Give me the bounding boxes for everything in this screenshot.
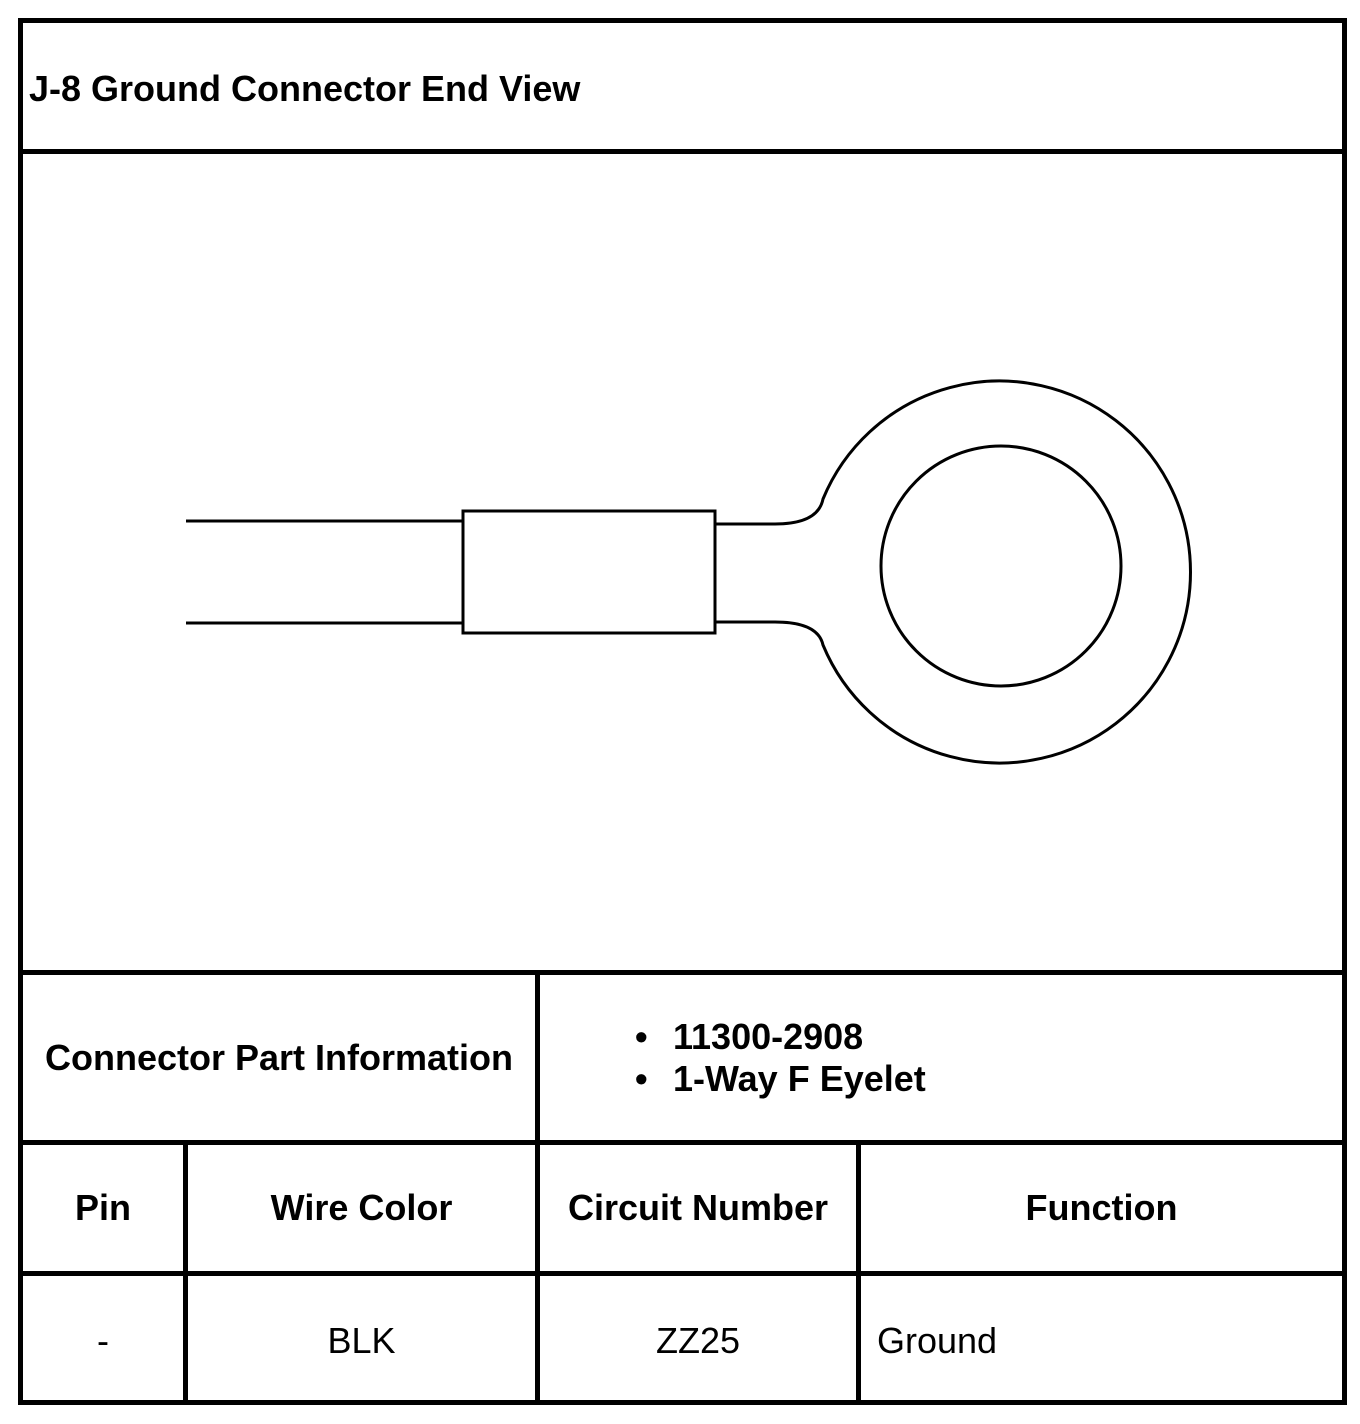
cell-wire-color: BLK	[327, 1319, 396, 1361]
connector-sheet	[18, 18, 1347, 1405]
part-info-list	[635, 1016, 926, 1100]
page-title: J-8 Ground Connector End View	[29, 68, 581, 109]
eyelet-hole	[881, 446, 1121, 686]
header-circuit-number: Circuit Number	[567, 1187, 829, 1228]
header-wire-color: Wire Color	[270, 1187, 453, 1228]
cell-circuit-number: ZZ25	[655, 1319, 741, 1361]
header-function: Function	[1025, 1187, 1178, 1228]
eyelet-outline	[715, 381, 1190, 763]
part-description: • 1-Way F Eyelet	[635, 1058, 926, 1100]
header-pin: Pin	[74, 1187, 131, 1228]
part-info-list-cell	[540, 975, 1342, 1140]
part-number: • 11300-2908	[635, 1016, 926, 1058]
cell-pin: -	[97, 1319, 109, 1361]
part-info-label: Connector Part Information	[44, 1036, 514, 1078]
cell-function: Ground	[877, 1319, 998, 1361]
ring-terminal-diagram	[23, 154, 1342, 974]
crimp-barrel	[463, 511, 715, 633]
